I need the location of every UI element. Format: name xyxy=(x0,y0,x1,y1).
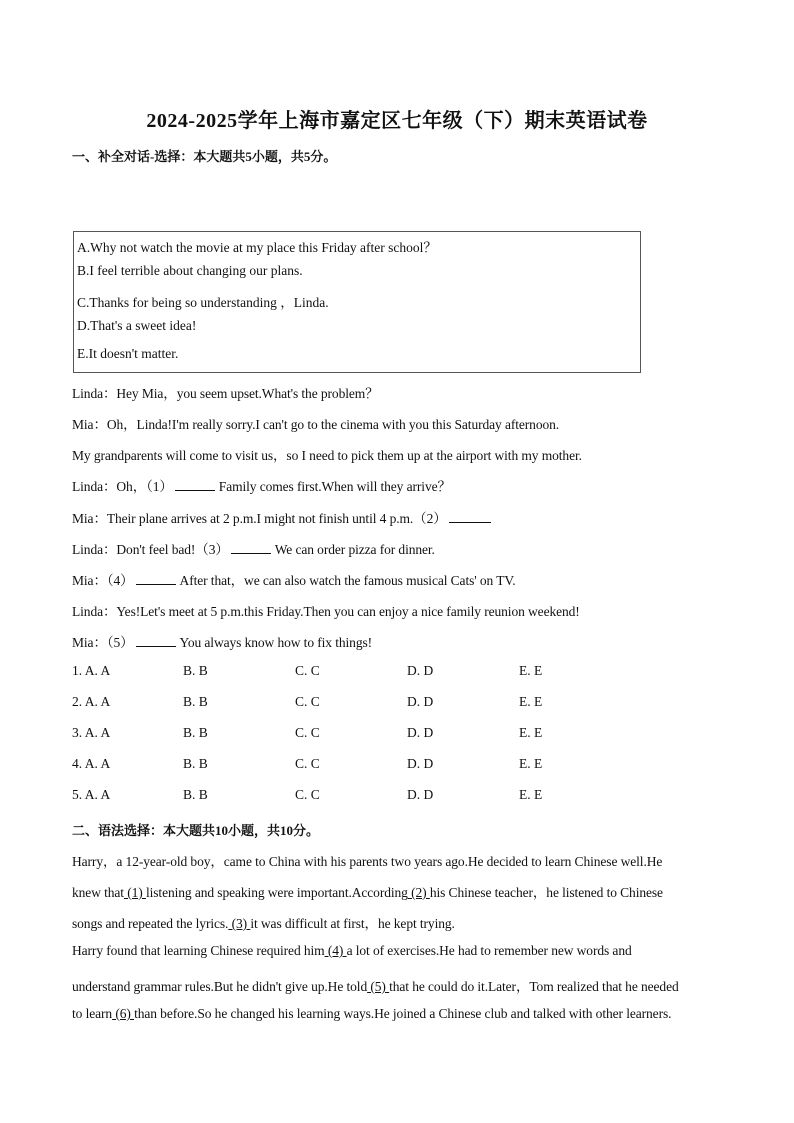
passage-line xyxy=(72,850,662,870)
choice-d[interactable]: D. D xyxy=(407,756,434,771)
passage-text: Harry，a 12-year-old boy，came to China with his parents two years ago.He decided to learn Chinese well.He xyxy=(72,854,663,869)
choice-b[interactable]: B. B xyxy=(183,756,208,771)
section2-heading: 二、语法选择：本大题共10小题，共10分。 xyxy=(72,823,320,838)
answer-row xyxy=(72,725,632,743)
option-b: B.I feel terrible about changing our plans. xyxy=(77,263,303,278)
choice-a[interactable]: 3. A. A xyxy=(72,725,111,740)
dialogue-text: My grandparents will come to visit us，so I need to pick them up at the airport with my mother. xyxy=(72,448,582,463)
passage-line xyxy=(72,975,679,995)
choice-c[interactable]: C. C xyxy=(295,787,320,802)
choice-e[interactable]: E. E xyxy=(519,663,543,678)
passage-text: knew that xyxy=(72,885,124,900)
answer-blank[interactable] xyxy=(136,571,176,585)
answer-row xyxy=(72,756,632,774)
passage-text: that he could do it.Later，Tom realized that he needed xyxy=(389,979,679,994)
dialogue-line xyxy=(72,569,516,589)
choice-e[interactable]: E. E xyxy=(519,725,543,740)
choice-a[interactable]: 2. A. A xyxy=(72,694,111,709)
passage-text: his Chinese teacher，he listened to Chinese xyxy=(429,885,663,900)
dialogue-line xyxy=(72,631,372,651)
answer-blank[interactable] xyxy=(231,540,271,554)
option-c: C.Thanks for being so understanding ，Linda. xyxy=(77,295,329,310)
choice-e[interactable]: E. E xyxy=(519,787,543,802)
choice-a[interactable]: 5. A. A xyxy=(72,787,111,802)
answer-blank[interactable] xyxy=(449,509,491,523)
section1-heading: 一、补全对话-选择：本大题共5小题，共5分。 xyxy=(72,149,337,164)
dialogue-text: Family comes first.When will they arrive？ xyxy=(218,479,451,494)
blank-3[interactable]: (3) xyxy=(228,916,251,931)
choice-b[interactable]: B. B xyxy=(183,663,208,678)
choice-e[interactable]: E. E xyxy=(519,756,543,771)
passage-text: Harry found that learning Chinese required him xyxy=(72,943,325,958)
blank-6[interactable]: (6) xyxy=(112,1006,135,1021)
option-a: A.Why not watch the movie at my place this Friday after school？ xyxy=(77,240,437,255)
dialogue-text: We can order pizza for dinner. xyxy=(274,542,435,557)
dialogue-line xyxy=(72,413,559,433)
page-title: 2024-2025学年上海市嘉定区七年级（下）期末英语试卷 xyxy=(146,110,648,132)
dialogue-text: Mia：Oh，Linda!I'm really sorry.I can't go to the cinema with you this Saturday afternoon. xyxy=(72,417,560,432)
passage-text: listening and speaking were important.According xyxy=(145,885,408,900)
option-d: D.That's a sweet idea! xyxy=(77,318,197,333)
choice-c[interactable]: C. C xyxy=(295,663,320,678)
choice-d[interactable]: D. D xyxy=(407,694,434,709)
choice-a[interactable]: 4. A. A xyxy=(72,756,111,771)
blank-4[interactable]: (4) xyxy=(324,943,347,958)
options-box xyxy=(73,231,641,373)
passage-line xyxy=(72,943,632,959)
dialogue-text: Mia：（4） xyxy=(72,573,134,588)
dialogue-text: Linda：Don't feel bad!（3） xyxy=(72,542,229,557)
passage-text: understand grammar rules.But he didn't give up.He told xyxy=(72,979,368,994)
choice-b[interactable]: B. B xyxy=(183,787,208,802)
choice-e[interactable]: E. E xyxy=(519,694,543,709)
passage-text: to learn xyxy=(72,1006,113,1021)
choice-b[interactable]: B. B xyxy=(183,694,208,709)
answer-blank[interactable] xyxy=(175,477,215,491)
option-e: E.It doesn't matter. xyxy=(77,346,179,361)
answer-row xyxy=(72,694,632,712)
dialogue-line xyxy=(72,382,379,402)
choice-d[interactable]: D. D xyxy=(407,663,434,678)
passage-text: it was difficult at first，he kept trying. xyxy=(250,916,455,931)
passage-line xyxy=(72,912,455,932)
passage-text: than before.So he changed his learning ways.He joined a Chinese club and talked with other learners. xyxy=(134,1006,672,1021)
dialogue-line xyxy=(72,507,491,527)
answer-row xyxy=(72,787,632,805)
passage-text: songs and repeated the lyrics. xyxy=(72,916,229,931)
choice-c[interactable]: C. C xyxy=(295,694,320,709)
choice-c[interactable]: C. C xyxy=(295,756,320,771)
dialogue-text: Mia：Their plane arrives at 2 p.m.I might not finish until 4 p.m.（2） xyxy=(72,511,447,526)
dialogue-text: Mia：（5） xyxy=(72,635,134,650)
dialogue-line xyxy=(72,600,580,620)
passage-line xyxy=(72,1006,671,1022)
passage-text: a lot of exercises.He had to remember new words and xyxy=(346,943,632,958)
choice-a[interactable]: 1. A. A xyxy=(72,663,111,678)
answer-blank[interactable] xyxy=(136,633,176,647)
choice-d[interactable]: D. D xyxy=(407,787,434,802)
dialogue-line xyxy=(72,475,451,495)
dialogue-text: After that，we can also watch the famous musical Cats' on TV. xyxy=(179,573,516,588)
dialogue-text: Linda：Hey Mia，you seem upset.What's the problem？ xyxy=(72,386,379,401)
choice-d[interactable]: D. D xyxy=(407,725,434,740)
blank-2[interactable]: (2) xyxy=(407,885,430,900)
choice-b[interactable]: B. B xyxy=(183,725,208,740)
answer-row xyxy=(72,663,632,681)
blank-5[interactable]: (5) xyxy=(367,979,390,994)
dialogue-text: Linda：Yes!Let's meet at 5 p.m.this Friday.Then you can enjoy a nice family reunion weekend! xyxy=(72,604,580,619)
dialogue-text: You always know how to fix things! xyxy=(179,635,373,650)
blank-1[interactable]: (1) xyxy=(123,885,146,900)
dialogue-line xyxy=(72,538,435,558)
dialogue-text: Linda：Oh，（1） xyxy=(72,479,173,494)
dialogue-line xyxy=(72,444,582,464)
passage-line xyxy=(72,881,663,901)
choice-c[interactable]: C. C xyxy=(295,725,320,740)
